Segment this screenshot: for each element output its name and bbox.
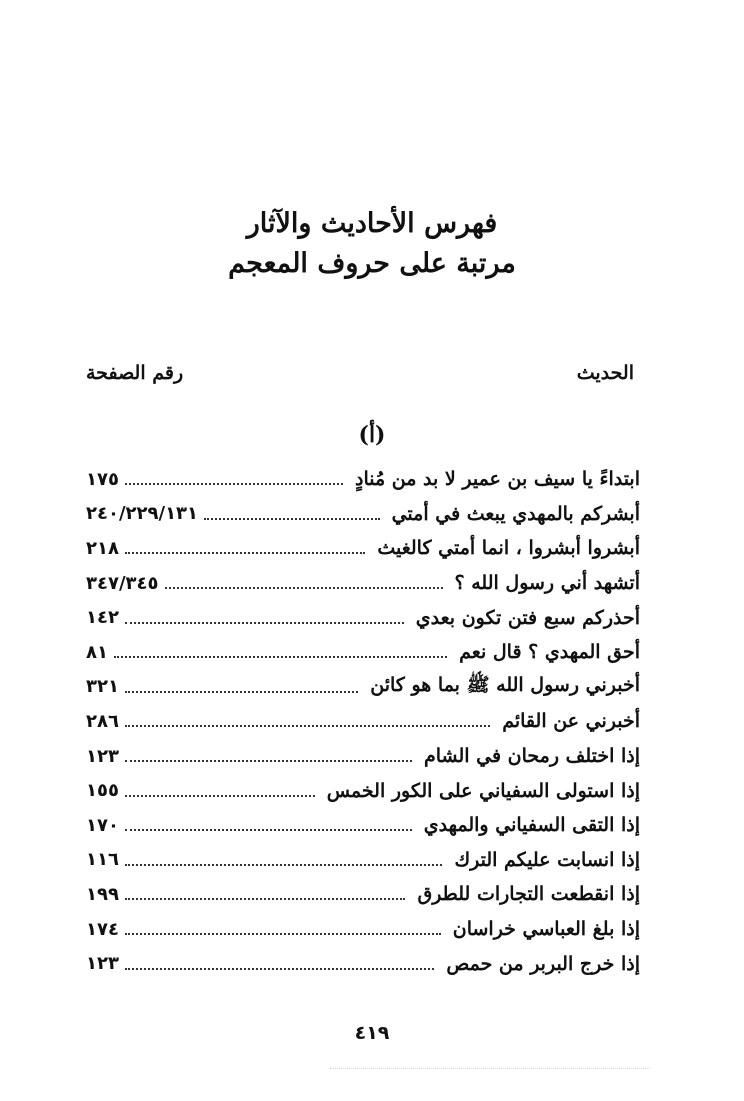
entry-hadith-text: إذا اختلف رمحان في الشام bbox=[423, 745, 640, 768]
entry-page-number: ١١٦ bbox=[86, 849, 119, 871]
entry-hadith-text: إذا بلغ العباسي خراسان bbox=[452, 918, 640, 941]
index-subtitle: مرتبة على حروف المعجم bbox=[228, 248, 516, 279]
dot-leader bbox=[125, 620, 404, 624]
index-entry bbox=[86, 946, 640, 981]
entry-hadith-text: إذا انقطعت التجارات للطرق bbox=[417, 883, 640, 906]
index-entry bbox=[86, 912, 640, 947]
entry-page-number: ١٧٤ bbox=[86, 918, 119, 940]
index-entry bbox=[86, 877, 640, 912]
column-header-hadith: الحديث bbox=[576, 362, 634, 384]
entry-page-number: ٣٤٧/٣٤٥ bbox=[86, 572, 159, 594]
dot-leader bbox=[165, 585, 443, 589]
dot-leader bbox=[125, 827, 412, 831]
page-number: ٤١٩ bbox=[354, 1022, 390, 1044]
index-entry bbox=[86, 497, 640, 532]
dot-leader bbox=[125, 550, 365, 554]
entry-page-number: ١٤٢ bbox=[86, 607, 119, 629]
index-entry bbox=[86, 600, 640, 635]
entry-hadith-text: أبشركم بالمهدي يبعث في أمتي bbox=[391, 502, 640, 525]
index-entry bbox=[86, 531, 640, 566]
index-entry bbox=[86, 670, 640, 705]
dot-leader bbox=[125, 481, 343, 485]
index-entry bbox=[86, 635, 640, 670]
dot-leader bbox=[125, 723, 490, 727]
entry-hadith-text: ابتداءً يا سيف بن عمير لا بد من مُنادٍ bbox=[355, 468, 640, 491]
index-entry bbox=[86, 566, 640, 601]
entry-hadith-text: أبشروا أبشروا ، انما أمتي كالغيث bbox=[377, 537, 640, 560]
section-letter-heading: (أ) bbox=[358, 422, 386, 448]
entry-hadith-text: إذا استولى السفياني على الكور الخمس bbox=[326, 779, 640, 802]
entry-page-number: ١٩٩ bbox=[86, 883, 119, 905]
entry-page-number: ٢٤٠/٢٢٩/١٣١ bbox=[86, 503, 199, 525]
entry-page-number: ٣٢١ bbox=[86, 676, 119, 698]
entry-hadith-text: أتشهد أني رسول الله ؟ bbox=[454, 572, 640, 595]
entry-page-number: ١٧٥ bbox=[86, 468, 119, 490]
entry-page-number: ١٢٣ bbox=[86, 745, 119, 767]
entry-hadith-text: أخبرني عن القائم bbox=[502, 710, 640, 733]
dot-leader bbox=[125, 931, 441, 935]
dot-leader bbox=[125, 793, 315, 797]
dot-leader bbox=[125, 896, 405, 900]
entry-hadith-text: أحق المهدي ؟ قال نعم bbox=[459, 641, 640, 664]
entry-hadith-text: أحذركم سبع فتن تكون بعدي bbox=[415, 606, 640, 629]
entry-page-number: ١٧٠ bbox=[86, 814, 119, 836]
entry-hadith-text: إذا خرج البربر من حمص bbox=[446, 952, 640, 975]
dot-leader bbox=[125, 862, 442, 866]
scan-artifact bbox=[330, 1068, 650, 1079]
index-entry bbox=[86, 462, 640, 497]
entry-page-number: ٨١ bbox=[86, 641, 108, 663]
dot-leader bbox=[114, 654, 447, 658]
index-entry bbox=[86, 843, 640, 878]
index-entry bbox=[86, 773, 640, 808]
dot-leader bbox=[125, 758, 412, 762]
entry-hadith-text: إذا انسابت عليكم الترك bbox=[454, 848, 640, 871]
dot-leader bbox=[204, 516, 380, 520]
entry-page-number: ١٢٣ bbox=[86, 953, 119, 975]
entry-hadith-text: أخبرني رسول الله ﷺ بما هو كائن bbox=[370, 673, 640, 696]
entry-page-number: ١٥٥ bbox=[86, 780, 119, 802]
entry-hadith-text: إذا التقى السفياني والمهدي bbox=[423, 814, 640, 837]
index-entry bbox=[86, 739, 640, 774]
column-header-page-number: رقم الصفحة bbox=[86, 362, 184, 384]
index-entry bbox=[86, 808, 640, 843]
index-title: فهرس الأحاديث والآثار bbox=[246, 208, 498, 239]
dot-leader bbox=[125, 689, 358, 693]
entry-page-number: ٢١٨ bbox=[86, 537, 119, 559]
dot-leader bbox=[125, 966, 434, 970]
hadith-index-list bbox=[86, 462, 640, 981]
index-entry bbox=[86, 704, 640, 739]
entry-page-number: ٢٨٦ bbox=[86, 710, 119, 732]
